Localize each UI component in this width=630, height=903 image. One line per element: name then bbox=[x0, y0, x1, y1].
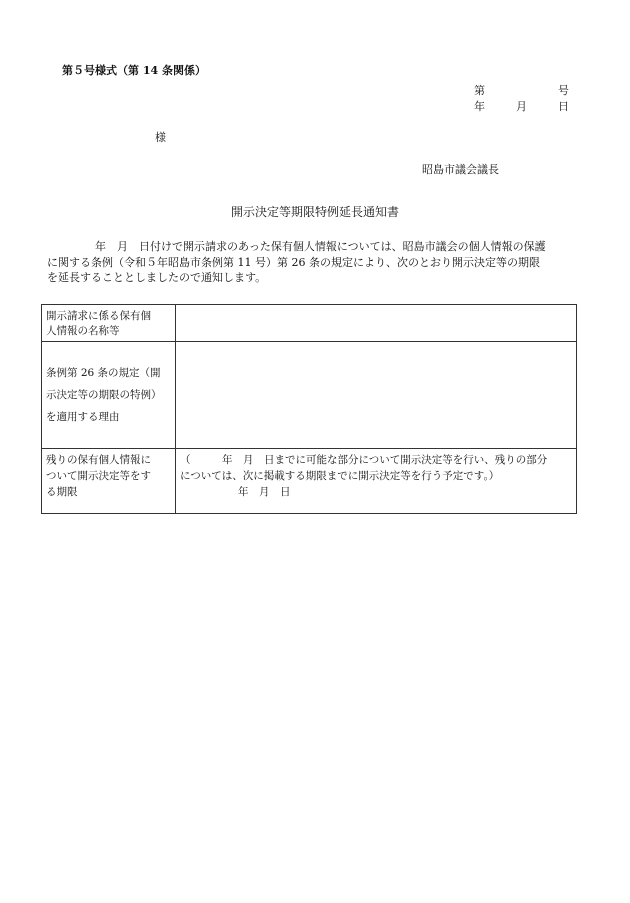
row3-value-line3: 年 月 日 bbox=[238, 486, 291, 498]
row2-label-line1: 条例第 26 条の規定（開 bbox=[46, 367, 161, 379]
row1-label-line2: 人情報の名称等 bbox=[46, 325, 120, 337]
date-day: 日 bbox=[558, 100, 569, 113]
row1-value bbox=[176, 305, 577, 342]
row1-label bbox=[42, 305, 176, 342]
number-suffix: 号 bbox=[558, 84, 569, 97]
date-year: 年 bbox=[474, 100, 485, 113]
form-number-label: 第５号様式（第 14 条関係） bbox=[62, 64, 206, 77]
table-row bbox=[42, 305, 577, 342]
row3-label-line3: る期限 bbox=[46, 486, 78, 498]
info-table bbox=[41, 304, 577, 514]
body-line-1: 年 月 日付けで開示請求のあった保有個人情報については、昭島市議会の個人情報の保護 bbox=[95, 240, 546, 253]
date-month: 月 bbox=[516, 100, 527, 113]
table-row bbox=[42, 449, 577, 514]
row2-label-line2: 示決定等の期限の特例） bbox=[46, 389, 162, 401]
row3-label-line1: 残りの保有個人情報に bbox=[46, 454, 151, 466]
sender: 昭島市議会議長 bbox=[422, 163, 499, 176]
row2-label-line3: を適用する理由 bbox=[46, 411, 120, 423]
row3-value-line1: （ 年 月 日までに可能な部分について開示決定等を行い、残りの部分 bbox=[180, 454, 548, 466]
row2-label bbox=[42, 342, 176, 449]
row2-value bbox=[176, 342, 577, 449]
addressee: 様 bbox=[155, 131, 166, 144]
row3-value-line2: については、次に掲載する期限までに開示決定等を行う予定です。） bbox=[180, 470, 500, 482]
document-date bbox=[474, 98, 569, 114]
body-line-3: を延長することとしましたので通知します。 bbox=[47, 271, 267, 284]
body-line-2: に関する条例（令和５年昭島市条例第 11 号）第 26 条の規定により、次のとおり開示決定等の期限 bbox=[47, 255, 540, 269]
document-title: 開示決定等期限特例延長通知書 bbox=[230, 205, 399, 219]
document-number bbox=[474, 82, 569, 98]
table-row bbox=[42, 342, 577, 449]
row1-label-line1: 開示請求に係る保有個 bbox=[46, 310, 151, 322]
row3-value bbox=[176, 449, 577, 514]
number-prefix: 第 bbox=[474, 84, 485, 97]
row3-label-line2: ついて開示決定等をす bbox=[46, 470, 151, 482]
body-paragraph bbox=[47, 239, 587, 286]
row3-label bbox=[42, 449, 176, 514]
